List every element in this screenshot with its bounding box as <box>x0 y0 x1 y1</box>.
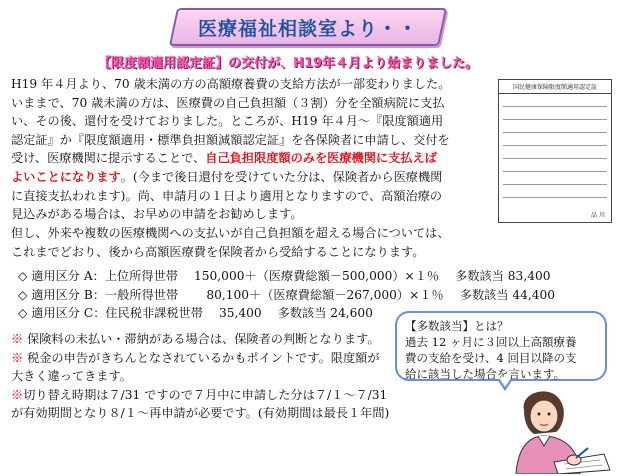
note-item <box>11 386 401 405</box>
paragraph-line <box>11 168 485 187</box>
note-text: 大きく違ってきます。 <box>11 369 132 384</box>
page-subtitle: 【限度額適用認定証】の交付が、H19年４月より始まりました。 <box>98 56 478 71</box>
paragraph-line: い、その後、還付を受けておりました。ところが、H19 年４月～『限度額適用 <box>11 114 444 129</box>
callout-line: 過去 12 ヶ月に３回以上高額療養 <box>405 335 577 349</box>
certificate-card-image <box>498 79 612 223</box>
category-text: 適用区分 C：住民税非課税世帯 35,400 多数該当 24,600 <box>31 306 373 321</box>
highlight-text: 自己負担限度額のみを医療機関に支払えば <box>205 151 437 166</box>
note-text: 税金の申告がきちんとなされているかもポイントです。限度額が <box>23 350 380 365</box>
title-banner <box>173 8 443 46</box>
paragraph-line <box>11 149 485 168</box>
diamond-icon: ◇ <box>18 269 28 283</box>
notes-section <box>11 330 401 423</box>
woman-writing-illustration <box>494 382 614 474</box>
note-text: 保険料の未払い・滞納がある場合は、保険者の判断となります。 <box>23 332 380 346</box>
paragraph-line: 認定証』か『限度額適用・標準負担額減額認定証』を各保険者に申請し、交付を <box>11 132 450 147</box>
diamond-icon: ◇ <box>18 287 28 302</box>
note-item <box>11 330 401 349</box>
diamond-icon: ◇ <box>18 306 28 321</box>
category-text: 適用区分 B：一般所得世帯 80,100＋（医療費総額－267,000）×１％ 多数該当 44,400 <box>31 287 556 302</box>
certificate-office: 品 川 <box>591 212 605 219</box>
category-text: 適用区分 A：上位所得世帯 150,000＋（医療費総額－500,000）×１％ 多数該当 83,400 <box>31 269 551 283</box>
note-text: 切り替え時期は７/31 ですので７月中に申請した分は７/１～７/31 <box>23 387 388 402</box>
paragraph-text: 。(今まで後日還付を受けていた分は、保険者から医療機関 <box>120 169 443 184</box>
list-item <box>18 267 618 286</box>
speech-bubble <box>395 311 607 381</box>
paragraph-line: 見込みがある場合は、お早めの申請をお勧めします。 <box>11 207 303 222</box>
note-text: が有効期間となり８/１～再申請が必要です。(有効期間は最長１年間) <box>11 406 390 421</box>
certificate-title: 国民健康保険限度額適用認定証 <box>499 80 611 94</box>
callout-line: 費の支給を受け、4 回目以降の支 <box>405 351 577 365</box>
list-item <box>18 286 618 305</box>
note-mark: ※ <box>11 350 24 365</box>
note-item <box>11 349 401 368</box>
paragraph-text: 受け、医療機関に提示することで、 <box>11 151 206 166</box>
paragraph-line: H19 年４月より、70 歳未満の方の高額療養費の支給方法が一部変わりました。 <box>11 77 451 91</box>
paragraph-line: に直接支払われます)。尚、申請月の１日より適用となりますので、高額治療の <box>11 188 443 203</box>
callout-line: 給に該当した場合を言います。 <box>405 367 566 381</box>
highlight-text: よいことになります <box>11 169 121 184</box>
note-mark: ※ <box>11 387 24 402</box>
main-paragraph <box>11 75 485 224</box>
paragraph-line: 但し、外来や複数の医療機関への支払いが自己負担額を超える場合については、 <box>11 226 450 240</box>
paragraph-line: いままで、70 歳未満の方は、医療費の自己負担額（３割）分を全額病院に支払 <box>11 95 445 110</box>
paragraph-line: これまでどおり、後から高額医療費を保険者から受給することになります。 <box>11 244 425 259</box>
callout-title: 【多数該当】とは？ <box>405 319 509 333</box>
exception-paragraph <box>11 224 611 261</box>
page-title: 医療福祉相談室より・・ <box>197 17 418 40</box>
note-mark: ※ <box>11 332 24 346</box>
